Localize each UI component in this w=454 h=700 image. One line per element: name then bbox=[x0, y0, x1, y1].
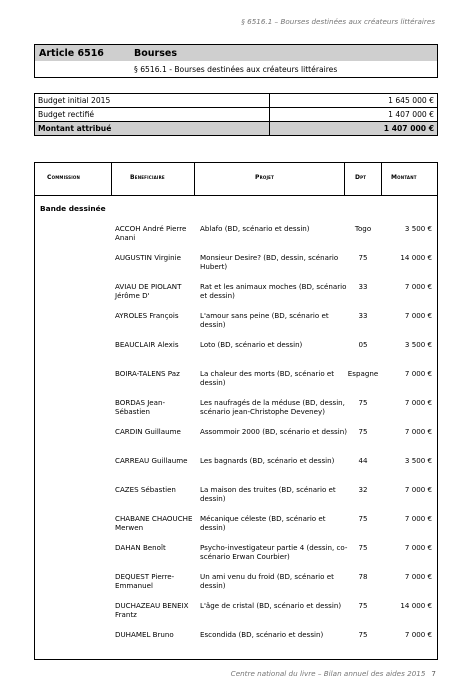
dpt-cell: 75 bbox=[358, 514, 368, 523]
beneficiary-cell: CAZES Sébastien bbox=[115, 485, 176, 494]
dpt-cell: Espagne bbox=[347, 369, 379, 378]
table-row bbox=[35, 510, 437, 539]
project-cell: Loto (BD, scénario et dessin) bbox=[200, 340, 303, 349]
table-rows bbox=[35, 220, 437, 655]
table-row bbox=[35, 423, 437, 452]
project-cell: Rat et les animaux moches (BD, scénario et dessin) bbox=[200, 282, 347, 300]
project-cell: Ablafo (BD, scénario et dessin) bbox=[200, 224, 310, 233]
beneficiary-cell: DAHAN Benoît bbox=[115, 543, 166, 552]
table-header bbox=[35, 163, 437, 196]
amount-cell: 7 000 € bbox=[404, 369, 432, 378]
project-cell: Psycho-investigateur partie 4 (dessin, co-scénario Erwan Courbier) bbox=[200, 543, 348, 561]
amount-cell: 14 000 € bbox=[400, 601, 432, 610]
beneficiary-cell: ACCOH André Pierre Anani bbox=[115, 224, 187, 242]
article-title: Bourses bbox=[134, 48, 177, 59]
dpt-cell: 05 bbox=[358, 340, 368, 349]
beneficiary-cell: CARREAU Guillaume bbox=[115, 456, 188, 465]
budget-value: 1 645 000 € bbox=[270, 94, 438, 108]
dpt-cell: 33 bbox=[358, 282, 368, 291]
dpt-cell: 44 bbox=[358, 456, 368, 465]
beneficiary-cell: BEAUCLAIR Alexis bbox=[115, 340, 179, 349]
dpt-cell: 33 bbox=[358, 311, 368, 320]
budget-label: Budget rectifié bbox=[35, 108, 270, 122]
article-number: Article 6516 bbox=[39, 48, 104, 59]
table-row bbox=[35, 568, 437, 597]
dpt-cell: 78 bbox=[358, 572, 368, 581]
project-cell: L'âge de cristal (BD, scénario et dessin) bbox=[200, 601, 342, 610]
dpt-cell: 75 bbox=[358, 630, 368, 639]
table-row bbox=[35, 394, 437, 423]
page-footer bbox=[231, 669, 436, 678]
beneficiary-cell: AVIAU DE PIOLANT Jérôme D' bbox=[115, 282, 182, 300]
column-header-montant: Montant bbox=[391, 174, 417, 181]
beneficiary-cell: DUHAMEL Bruno bbox=[115, 630, 174, 639]
amount-cell: 7 000 € bbox=[404, 485, 432, 494]
amount-cell: 3 500 € bbox=[404, 456, 432, 465]
table-row bbox=[35, 452, 437, 481]
amount-cell: 7 000 € bbox=[404, 572, 432, 581]
project-cell: Un ami venu du froid (BD, scénario et dessin) bbox=[200, 572, 334, 590]
amount-cell: 3 500 € bbox=[404, 340, 432, 349]
column-divider bbox=[344, 163, 345, 196]
project-cell: La chaleur des morts (BD, scénario et dessin) bbox=[200, 369, 335, 387]
project-cell: La maison des truites (BD, scénario et dessin) bbox=[200, 485, 336, 503]
dpt-cell: 75 bbox=[358, 253, 368, 262]
project-cell: L'amour sans peine (BD, scénario et dessin) bbox=[200, 311, 329, 329]
table-row bbox=[35, 626, 437, 655]
column-header-dpt: Dpt bbox=[355, 174, 367, 181]
project-cell: Les bagnards (BD, scénario et dessin) bbox=[200, 456, 335, 465]
table-row bbox=[35, 220, 437, 249]
table-row bbox=[35, 336, 437, 365]
budget-row-initial bbox=[35, 94, 438, 108]
table-row bbox=[35, 539, 437, 568]
budget-label: Montant attribué bbox=[35, 122, 270, 136]
beneficiary-cell: BORDAS Jean-Sébastien bbox=[115, 398, 166, 416]
beneficiary-cell: BOIRA-TALENS Paz bbox=[115, 369, 180, 378]
amount-cell: 7 000 € bbox=[404, 311, 432, 320]
budget-row-rectifie bbox=[35, 108, 438, 122]
section-title: Bande dessinée bbox=[40, 204, 106, 213]
amount-cell: 7 000 € bbox=[404, 282, 432, 291]
beneficiary-cell: DEQUEST Pierre-Emmanuel bbox=[115, 572, 175, 590]
running-header: § 6516.1 – Bourses destinées aux créateurs littéraires bbox=[241, 17, 435, 26]
amount-cell: 14 000 € bbox=[400, 253, 432, 262]
column-divider bbox=[381, 163, 382, 196]
amount-cell: 3 500 € bbox=[404, 224, 432, 233]
amount-cell: 7 000 € bbox=[404, 514, 432, 523]
footer-text: Centre national du livre – Bilan annuel des aides 2015 bbox=[230, 669, 426, 678]
project-cell: Assommoir 2000 (BD, scénario et dessin) bbox=[200, 427, 347, 436]
project-cell: Monsieur Desire? (BD, dessin, scénario Hubert) bbox=[200, 253, 339, 271]
beneficiary-cell: AUGUSTIN Virginie bbox=[115, 253, 181, 262]
article-subtitle: § 6516.1 - Bourses destinées aux créateurs littéraires bbox=[134, 65, 338, 74]
amount-cell: 7 000 € bbox=[404, 427, 432, 436]
project-cell: Escondida (BD, scénario et dessin) bbox=[200, 630, 324, 639]
amount-cell: 7 000 € bbox=[404, 630, 432, 639]
grants-table bbox=[34, 162, 438, 660]
column-header-beneficiaire: Beneficiaire bbox=[130, 174, 165, 181]
table-row bbox=[35, 278, 437, 307]
table-row bbox=[35, 365, 437, 394]
amount-cell: 7 000 € bbox=[404, 398, 432, 407]
table-row bbox=[35, 481, 437, 510]
article-box bbox=[34, 44, 438, 78]
budget-row-attribue bbox=[35, 122, 438, 136]
beneficiary-cell: CARDIN Guillaume bbox=[115, 427, 181, 436]
project-cell: Mécanique céleste (BD, scénario et dessin) bbox=[200, 514, 326, 532]
page-number: 7 bbox=[431, 669, 436, 678]
column-header-projet: Projet bbox=[255, 174, 275, 181]
beneficiary-cell: AYROLES François bbox=[115, 311, 179, 320]
project-cell: Les naufragés de la méduse (BD, dessin, scénario jean-Christophe Deveney) bbox=[200, 398, 345, 416]
column-divider bbox=[194, 163, 195, 196]
table-row bbox=[35, 597, 437, 626]
budget-label: Budget initial 2015 bbox=[35, 94, 270, 108]
dpt-cell: 32 bbox=[358, 485, 368, 494]
beneficiary-cell: CHABANE CHAOUCHE Merwen bbox=[115, 514, 193, 532]
table-row bbox=[35, 307, 437, 336]
table-row bbox=[35, 249, 437, 278]
column-header-commission: Commission bbox=[47, 174, 81, 181]
budget-value: 1 407 000 € bbox=[270, 108, 438, 122]
beneficiary-cell: DUCHAZEAU BENEIX Frantz bbox=[115, 601, 189, 619]
budget-table bbox=[34, 93, 438, 136]
dpt-cell: 75 bbox=[358, 398, 368, 407]
dpt-cell: 75 bbox=[358, 543, 368, 552]
column-divider bbox=[111, 163, 112, 196]
dpt-cell: Togo bbox=[354, 224, 372, 233]
budget-value: 1 407 000 € bbox=[270, 122, 438, 136]
dpt-cell: 75 bbox=[358, 601, 368, 610]
amount-cell: 7 000 € bbox=[404, 543, 432, 552]
dpt-cell: 75 bbox=[358, 427, 368, 436]
